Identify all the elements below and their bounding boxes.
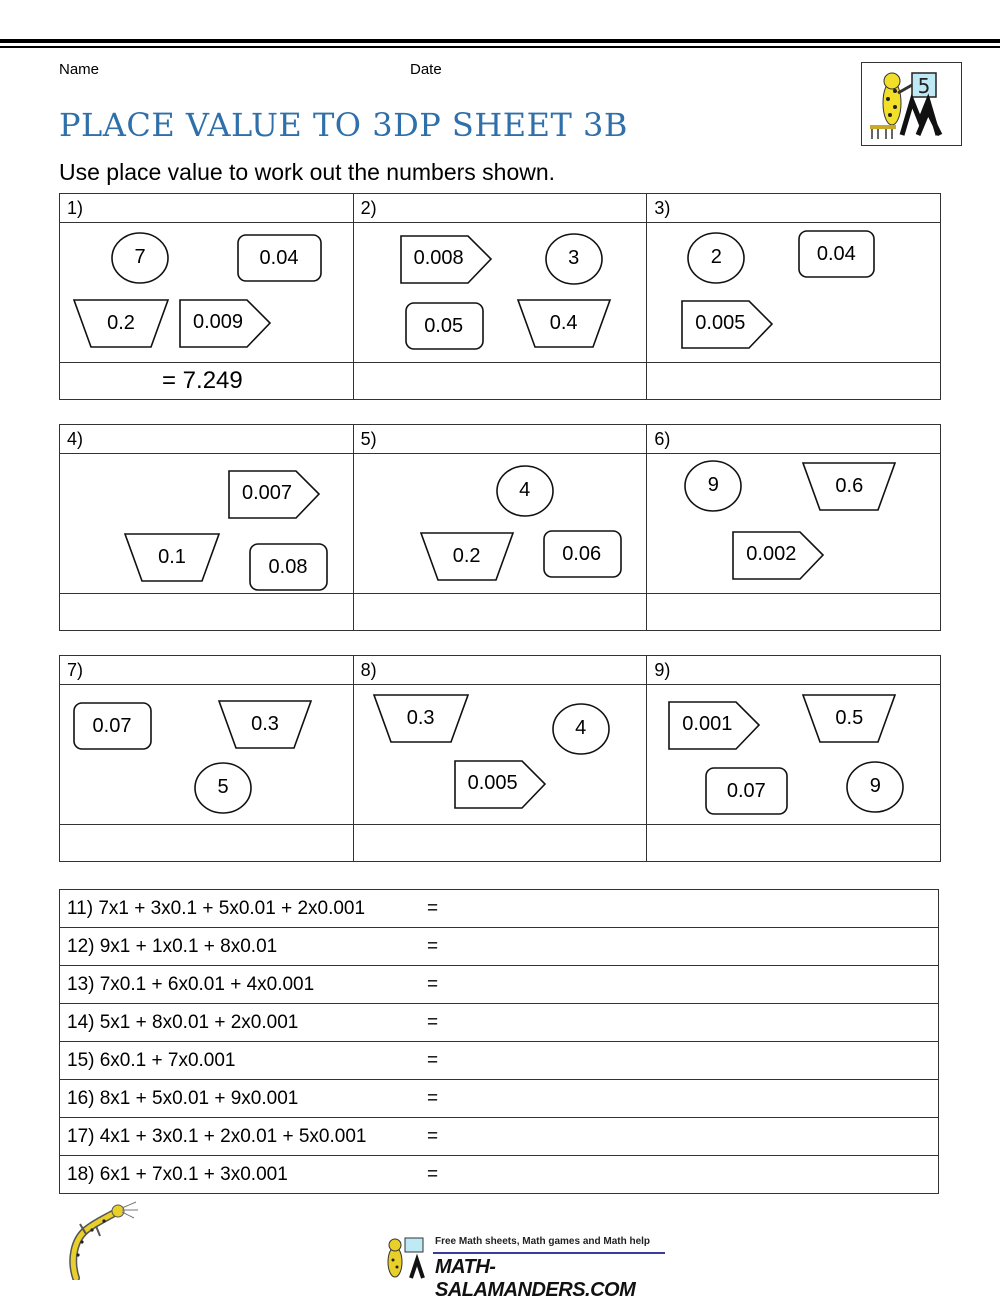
rounded-box-shape: 0.07 xyxy=(73,702,153,757)
problem-grid-row-1 xyxy=(59,193,941,400)
arrow-tag-shape: 0.005 xyxy=(454,760,548,817)
problem-number: 5) xyxy=(353,425,647,454)
problem-shapes xyxy=(353,223,647,363)
problem-shapes xyxy=(353,685,647,825)
grade-number: 5 xyxy=(917,74,931,98)
equals-sign: = xyxy=(427,898,439,919)
equation-text: 11) 7x1 + 3x0.1 + 5x0.01 + 2x0.001 xyxy=(67,897,366,919)
problem-grid-row-2 xyxy=(59,424,941,631)
footer-underline xyxy=(433,1252,665,1254)
equation-text: 13) 7x0.1 + 6x0.01 + 4x0.001 xyxy=(67,973,315,995)
circle-shape: 2 xyxy=(686,231,746,290)
trapezoid-shape: 0.3 xyxy=(373,694,471,751)
rounded-box-shape: 0.07 xyxy=(705,767,789,822)
arrow-tag-shape: 0.002 xyxy=(732,531,826,588)
footer-site: MATH-SALAMANDERS.COM xyxy=(435,1256,636,1301)
circle-shape: 7 xyxy=(110,231,170,290)
circle-shape: 4 xyxy=(495,464,555,523)
answer-cell[interactable] xyxy=(353,363,647,400)
answer-cell[interactable] xyxy=(353,825,647,862)
footer-logo xyxy=(381,1234,681,1301)
arrow-tag-shape: 0.007 xyxy=(228,470,322,527)
equation-text: 18) 6x1 + 7x0.1 + 3x0.001 xyxy=(67,1163,288,1185)
equation-row[interactable] xyxy=(60,1004,939,1042)
problem-shapes xyxy=(60,454,354,594)
rounded-box-shape: 0.04 xyxy=(798,230,876,285)
circle-shape: 9 xyxy=(683,459,743,518)
answer-cell[interactable]: = 7.249 xyxy=(60,363,354,400)
top-rule-thin xyxy=(0,46,1000,48)
problem-number: 6) xyxy=(647,425,941,454)
problem-number: 2) xyxy=(353,194,647,223)
equation-table xyxy=(59,889,939,1194)
arrow-tag-shape: 0.001 xyxy=(668,701,762,758)
trapezoid-shape: 0.2 xyxy=(420,532,516,589)
salamander-icon xyxy=(66,1200,146,1285)
equals-sign: = xyxy=(427,1126,439,1147)
equation-text: 17) 4x1 + 3x0.1 + 2x0.01 + 5x0.001 xyxy=(67,1125,367,1147)
problem-number: 8) xyxy=(353,656,647,685)
trapezoid-shape: 0.2 xyxy=(73,299,171,356)
answer-cell[interactable] xyxy=(647,825,941,862)
trapezoid-shape: 0.1 xyxy=(124,533,222,590)
circle-shape: 5 xyxy=(193,761,253,820)
equation-row[interactable] xyxy=(60,1080,939,1118)
answer-cell[interactable] xyxy=(60,825,354,862)
problem-number: 7) xyxy=(60,656,354,685)
equation-text: 15) 6x0.1 + 7x0.001 xyxy=(67,1049,236,1071)
equation-text: 14) 5x1 + 8x0.01 + 2x0.001 xyxy=(67,1011,299,1033)
equation-text: 12) 9x1 + 1x0.1 + 8x0.01 xyxy=(67,935,278,957)
date-label: Date xyxy=(410,61,442,78)
equals-sign: = xyxy=(427,974,439,995)
page-title: PLACE VALUE TO 3DP SHEET 3B xyxy=(59,106,628,144)
circle-shape: 9 xyxy=(845,760,905,819)
equation-row[interactable] xyxy=(60,1118,939,1156)
grade-logo xyxy=(861,62,962,146)
rounded-box-shape: 0.08 xyxy=(249,543,329,598)
circle-shape: 3 xyxy=(544,232,604,291)
equation-row[interactable] xyxy=(60,1042,939,1080)
equals-sign: = xyxy=(427,1050,439,1071)
answer-cell[interactable] xyxy=(353,594,647,631)
problem-shapes xyxy=(60,223,354,363)
rounded-box-shape: 0.04 xyxy=(237,234,323,289)
arrow-tag-shape: 0.009 xyxy=(179,299,273,356)
rounded-box-shape: 0.06 xyxy=(543,530,623,585)
instructions: Use place value to work out the numbers shown. xyxy=(59,159,556,185)
rounded-box-shape: 0.05 xyxy=(405,302,485,357)
footer-tagline: Free Math sheets, Math games and Math help xyxy=(435,1236,651,1247)
problem-number: 4) xyxy=(60,425,354,454)
trapezoid-shape: 0.4 xyxy=(517,299,613,356)
answer-cell[interactable] xyxy=(647,594,941,631)
arrow-tag-shape: 0.008 xyxy=(400,235,494,292)
top-rule xyxy=(0,39,1000,43)
problem-number: 9) xyxy=(647,656,941,685)
answer-cell[interactable] xyxy=(60,594,354,631)
problem-shapes xyxy=(647,454,941,594)
answer-cell[interactable] xyxy=(647,363,941,400)
arrow-tag-shape: 0.005 xyxy=(681,300,775,357)
problem-number: 1) xyxy=(60,194,354,223)
circle-shape: 4 xyxy=(551,702,611,761)
equation-row[interactable] xyxy=(60,966,939,1004)
equals-sign: = xyxy=(427,1012,439,1033)
equation-text: 16) 8x1 + 5x0.01 + 9x0.001 xyxy=(67,1087,299,1109)
equation-row[interactable] xyxy=(60,890,939,928)
trapezoid-shape: 0.5 xyxy=(802,694,898,751)
equals-sign: = xyxy=(427,1164,439,1185)
equation-row[interactable] xyxy=(60,1156,939,1194)
equation-row[interactable] xyxy=(60,928,939,966)
problem-shapes xyxy=(353,454,647,594)
salamander-teacher-icon xyxy=(381,1236,429,1280)
equals-sign: = xyxy=(427,936,439,957)
name-label: Name xyxy=(59,61,100,78)
problem-grid-row-3 xyxy=(59,655,941,862)
salamander-logo-icon xyxy=(862,63,961,145)
trapezoid-shape: 0.3 xyxy=(218,700,314,757)
problem-shapes xyxy=(647,685,941,825)
equals-sign: = xyxy=(427,1088,439,1109)
problem-number: 3) xyxy=(647,194,941,223)
trapezoid-shape: 0.6 xyxy=(802,462,898,519)
problem-shapes xyxy=(60,685,354,825)
problem-shapes xyxy=(647,223,941,363)
